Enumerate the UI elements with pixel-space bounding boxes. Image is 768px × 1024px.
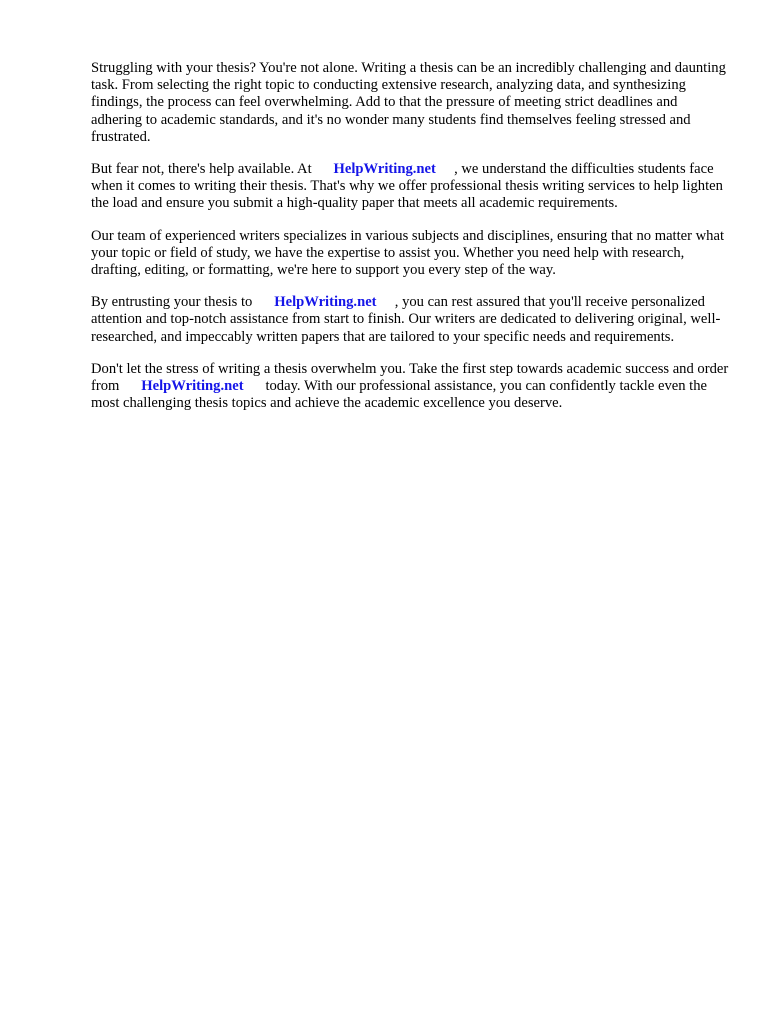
paragraph-text-after-link: , you can rest assured that you'll receive personalized attention and top-notch assistance from start to finish. Our writers are dedicated to delivering original, well-researched, and impeccably written papers that are tailored to your specific needs and requirements. bbox=[91, 294, 721, 345]
paragraph-team bbox=[91, 228, 731, 280]
paragraph-intro bbox=[91, 60, 731, 146]
paragraph-text-after-link: today. With our professional assistance, you can confidently tackle even the most challenging thesis topics and achieve the academic excellence you deserve. bbox=[91, 378, 707, 412]
paragraph-text-before-link: Don't let the stress of writing a thesis overwhelm you. Take the first step towards academic success and order from bbox=[91, 360, 729, 395]
document-body bbox=[91, 60, 731, 427]
paragraph-help-available bbox=[91, 161, 731, 213]
helpwriting-link[interactable]: HelpWriting.net bbox=[141, 378, 244, 395]
paragraph-text-after-link: , we understand the difficulties students face when it comes to writing their thesis. That's why we offer professional thesis writing services to help lighten the load and ensure you submit a high-quality paper that meets all academic requirements. bbox=[91, 161, 723, 212]
paragraph-call-to-action bbox=[91, 361, 731, 413]
paragraph-text-before-link: But fear not, there's help available. At bbox=[91, 161, 312, 178]
paragraph-text-before-link: By entrusting your thesis to bbox=[91, 294, 253, 311]
paragraph-text: Struggling with your thesis? You're not alone. Writing a thesis can be an incredibly challenging and daunting task. From selecting the right topic to conducting extensive research, analyzing data, and synthesizing findings, the process can feel overwhelming. Add to that the pressure of meeting strict deadlines and adhering to academic standards, and it's no wonder many students find themselves feeling stressed and frustrated. bbox=[91, 60, 726, 145]
paragraph-text: Our team of experienced writers specializes in various subjects and disciplines, ensuring that no matter what your topic or field of study, we have the expertise to assist you. Whether you need help with research, drafting, editing, or formatting, we're here to support you every step of the way. bbox=[91, 227, 725, 279]
paragraph-entrusting bbox=[91, 294, 731, 346]
helpwriting-link[interactable]: HelpWriting.net bbox=[274, 294, 377, 311]
helpwriting-link[interactable]: HelpWriting.net bbox=[333, 161, 436, 178]
